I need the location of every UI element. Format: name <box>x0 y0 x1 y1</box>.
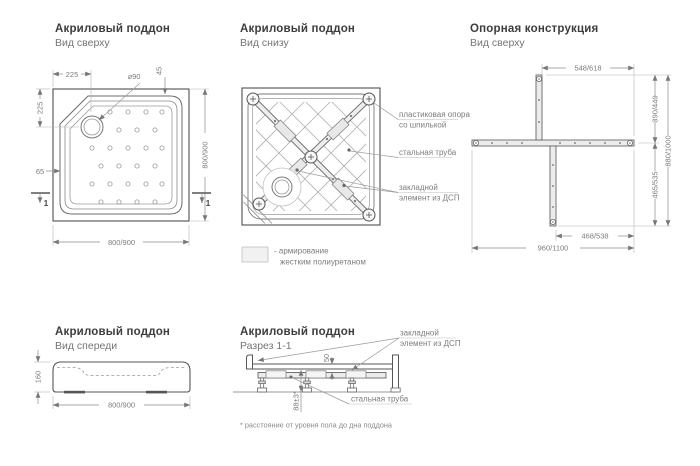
dim-rim-width: 45 <box>154 66 164 76</box>
front-view-subtitle: Вид спереди <box>55 340 118 352</box>
tray-right-apron <box>393 355 399 390</box>
section-view-title: Акриловый поддон <box>240 326 356 338</box>
annotation-plastic-support <box>374 103 470 130</box>
support-structure-subtitle: Вид сверху <box>470 37 525 49</box>
dsp-pads-section <box>266 371 366 378</box>
dim-gap: 50 <box>322 353 331 363</box>
tray-floor-section <box>253 364 393 369</box>
dim-lower-height: 465/535 <box>650 171 660 199</box>
section-mark-right <box>192 193 211 208</box>
section-mark-left-label: 1 <box>43 198 49 208</box>
bottom-view-drawing <box>240 0 470 342</box>
dim-drain-side: 65 <box>35 167 45 176</box>
label-dsp-line1: закладной <box>399 183 438 192</box>
label-section-dsp-line2: элемент из ДСП <box>400 339 461 348</box>
label-dsp-line2: элемент из ДСП <box>399 193 460 203</box>
section-footnote: * расстояние от уровня пола до дна поддона <box>240 420 392 430</box>
dim-top-span: 548/618 <box>574 63 602 73</box>
top-view-subtitle: Вид сверху <box>55 37 110 49</box>
dim-upper-height: 390/440 <box>650 95 660 123</box>
label-plastic-support-line1: пластиковая опора <box>399 110 470 119</box>
dim-front-height: 160 <box>33 370 43 384</box>
top-view-drawing <box>31 67 211 247</box>
dim-total-width: 960/1100 <box>537 243 569 253</box>
legend-line2: жестким полиуретаном <box>280 257 366 267</box>
front-view-title: Акриловый поддон <box>55 326 171 338</box>
legend-polyurethane <box>242 247 366 267</box>
label-section-steel-tube: стальная труба <box>351 394 409 404</box>
bottom-view-title: Акриловый поддон <box>240 23 356 35</box>
section-mark-left <box>31 193 50 208</box>
dim-bottom-span: 468/538 <box>581 231 609 241</box>
top-view-title: Акриловый поддон <box>55 23 171 35</box>
support-structure-title: Опорная конструкция <box>470 23 599 35</box>
dim-top-offset: 225 <box>65 69 79 79</box>
dim-drain-diameter: ⌀90 <box>127 72 141 81</box>
dim-front-width: 800/900 <box>107 400 136 410</box>
label-section-dsp-line1: закладной <box>400 328 439 338</box>
section-view-drawing <box>233 329 461 430</box>
section-view-subtitle: Разрез 1-1 <box>240 340 292 352</box>
label-steel-tube: стальная труба <box>399 148 457 157</box>
dim-total-height: 880/1000 <box>663 135 673 167</box>
foot-mark-right <box>146 391 167 394</box>
label-plastic-support-line2: со шпилькой <box>399 120 447 130</box>
horizontal-tube <box>472 140 634 146</box>
dim-width: 800/900 <box>107 237 136 247</box>
legend-line1: - армирование <box>274 246 329 256</box>
drain-bottom-view <box>272 177 292 197</box>
legend-swatch <box>242 247 268 262</box>
dim-height: 800/900 <box>200 141 210 169</box>
adjustable-legs <box>257 378 400 392</box>
tray-left-lip <box>247 355 253 369</box>
dim-left-offset: 225 <box>35 101 45 115</box>
front-view-drawing <box>34 350 190 410</box>
bottom-view-subtitle: Вид снизу <box>240 37 289 49</box>
support-structure-drawing <box>472 64 673 254</box>
foot-mark-left <box>64 391 85 394</box>
section-mark-right-label: 1 <box>205 198 211 208</box>
upper-tube <box>536 75 542 140</box>
dim-floor-clearance: 88±3* <box>291 391 301 411</box>
